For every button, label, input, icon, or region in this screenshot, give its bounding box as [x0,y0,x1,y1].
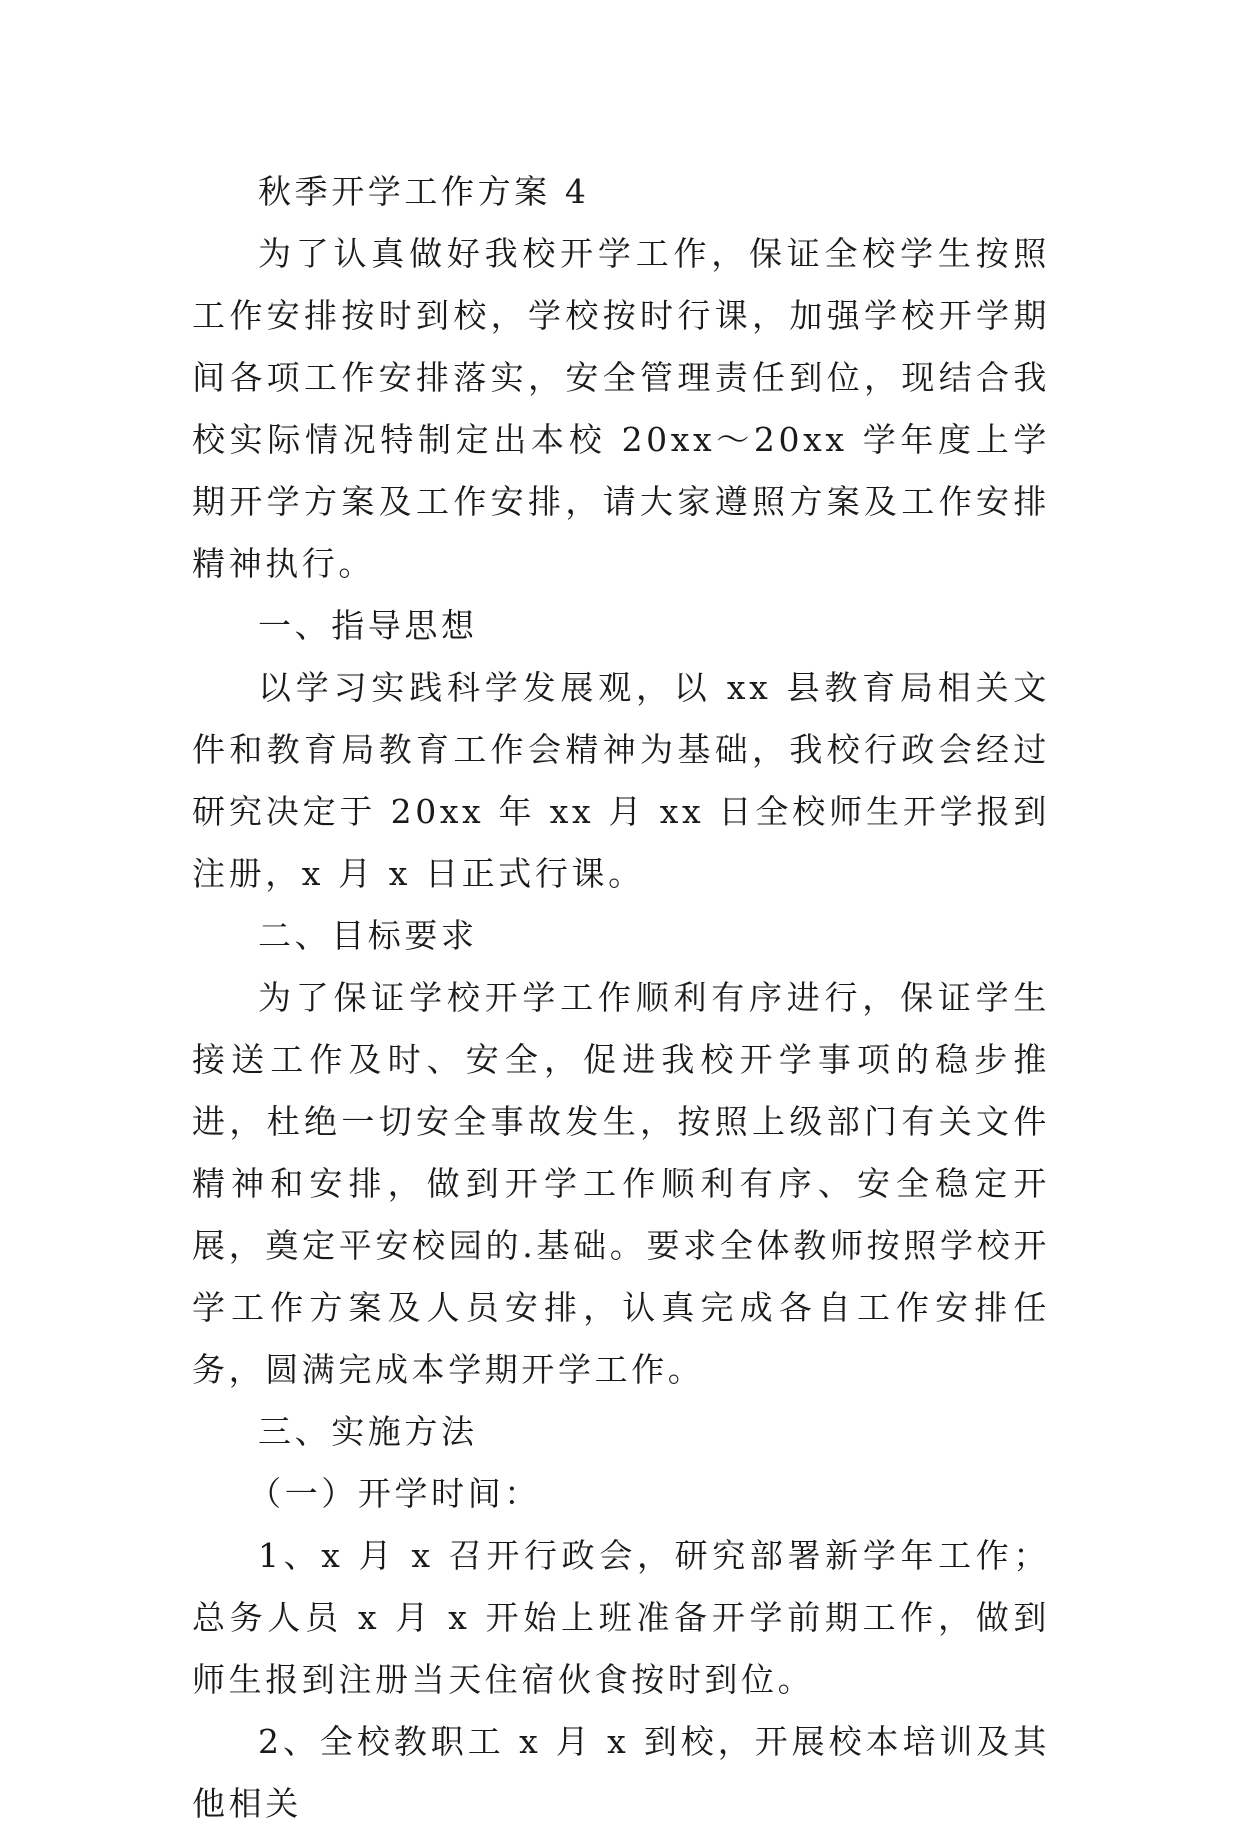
section-heading-guiding-ideology: 一、指导思想 [258,606,478,645]
document-title: 秋季开学工作方案 4 [258,172,590,211]
section-heading-implementation: 三、实施方法 [258,1412,478,1451]
paragraph-guiding-ideology: 以学习实践科学发展观，以 xx 县教育局相关文件和教育局教育工作会精神为基础，我校行政会经过研究决定于 20xx 年 xx 月 xx 日全校师生开学报到注册，x 月 x 日正式行课。 [192,668,1050,893]
list-item-2: 2、全校教职工 x 月 x 到校，开展校本培训及其他相关 [192,1722,1050,1823]
list-item-1: 1、x 月 x 召开行政会，研究部署新学年工作；总务人员 x 月 x 开始上班准备开学前期工作，做到师生报到注册当天住宿伙食按时到位。 [192,1536,1050,1699]
section-heading-goals: 二、目标要求 [258,916,478,955]
document-body [192,161,1050,1835]
paragraph-goals: 为了保证学校开学工作顺利有序进行，保证学生接送工作及时、安全，促进我校开学事项的稳步推进，杜绝一切安全事故发生，按照上级部门有关文件精神和安排，做到开学工作顺利有序、安全稳定开展，奠定平安校园的.基础。要求全体教师按照学校开学工作方案及人员安排，认真完成各自工作安排任务，圆满完成本学期开学工作。 [192,978,1050,1389]
paragraph-intro: 为了认真做好我校开学工作，保证全校学生按照工作安排按时到校，学校按时行课，加强学校开学期间各项工作安排落实，安全管理责任到位，现结合我校实际情况特制定出本校 20xx～20xx 学年度上学期开学方案及工作安排，请大家遵照方案及工作安排精神执行。 [192,234,1050,583]
subsection-heading-start-time: （一）开学时间： [248,1474,541,1513]
